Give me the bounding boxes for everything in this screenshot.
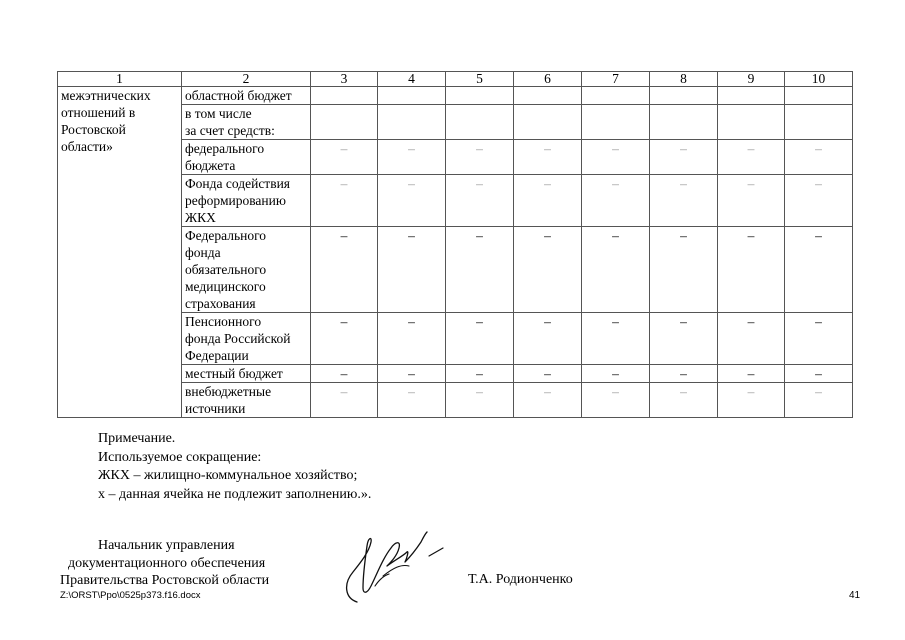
- source-label-line: фонда: [185, 245, 221, 260]
- dash-cell: –: [514, 175, 582, 227]
- col-header: 2: [182, 72, 311, 87]
- empty-cell: [582, 105, 650, 140]
- source-label-line: областной бюджет: [185, 88, 292, 103]
- dash-cell: –: [378, 313, 446, 365]
- empty-cell: [650, 105, 718, 140]
- dash-cell: –: [718, 140, 785, 175]
- source-label-line: внебюджетные: [185, 384, 272, 399]
- dash-cell: –: [785, 383, 853, 418]
- program-name-line: межэтнических: [61, 88, 151, 103]
- dash-cell: –: [311, 227, 378, 313]
- dash-cell: –: [446, 227, 514, 313]
- dash-cell: –: [582, 313, 650, 365]
- footnote-line: ЖКХ – жилищно-коммунальное хозяйство;: [98, 468, 358, 483]
- source-label-line: источники: [185, 401, 246, 416]
- dash-cell: –: [446, 383, 514, 418]
- signer-position-line: Начальник управления: [98, 538, 235, 553]
- dash-cell: –: [446, 175, 514, 227]
- col-header: 5: [446, 72, 514, 87]
- empty-cell: [514, 87, 582, 105]
- header-row: [58, 72, 853, 87]
- col-header: 3: [311, 72, 378, 87]
- source-label-cell: [182, 105, 311, 140]
- table-row: [58, 87, 853, 105]
- source-label-line: реформированию: [185, 193, 286, 208]
- col-header: 4: [378, 72, 446, 87]
- source-label-line: Пенсионного: [185, 314, 262, 329]
- dash-cell: –: [311, 313, 378, 365]
- empty-cell: [718, 87, 785, 105]
- dash-cell: –: [582, 365, 650, 383]
- file-path: Z:\ORST\Ppo\0525p373.f16.docx: [60, 590, 201, 601]
- source-label-line: страхования: [185, 296, 256, 311]
- empty-cell: [446, 105, 514, 140]
- source-label-cell: [182, 227, 311, 313]
- source-label-line: федерального: [185, 141, 265, 156]
- dash-cell: –: [378, 140, 446, 175]
- dash-cell: –: [718, 175, 785, 227]
- footnote: [98, 430, 371, 504]
- dash-cell: –: [650, 313, 718, 365]
- source-label-line: за счет средств:: [185, 123, 275, 138]
- dash-cell: –: [378, 227, 446, 313]
- page-number: 41: [849, 590, 861, 601]
- source-label-line: Федерации: [185, 348, 249, 363]
- dash-cell: –: [785, 140, 853, 175]
- program-name-line: отношений в: [61, 105, 136, 120]
- col-header: 10: [785, 72, 853, 87]
- dash-cell: –: [378, 383, 446, 418]
- source-label-line: Федерального: [185, 228, 267, 243]
- source-label-line: обязательного: [185, 262, 267, 277]
- source-label-cell: [182, 383, 311, 418]
- budget-table: [57, 71, 853, 418]
- source-label-line: фонда Российской: [185, 331, 291, 346]
- source-label-line: Фонда содействия: [185, 176, 291, 191]
- footnote-line: х – данная ячейка не подлежит заполнению.».: [98, 486, 372, 502]
- empty-cell: [378, 105, 446, 140]
- dash-cell: –: [446, 140, 514, 175]
- signer-position-line: Правительства Ростовской области: [60, 573, 270, 588]
- source-label-line: бюджета: [185, 158, 236, 173]
- source-label-cell: [182, 175, 311, 227]
- empty-cell: [311, 87, 378, 105]
- dash-cell: –: [582, 175, 650, 227]
- dash-cell: –: [650, 227, 718, 313]
- dash-cell: –: [378, 175, 446, 227]
- dash-cell: –: [514, 227, 582, 313]
- source-label-line: в том числе: [185, 106, 252, 121]
- dash-cell: –: [311, 140, 378, 175]
- footnote-line: Используемое сокращение:: [98, 449, 262, 465]
- footnote-title: Примечание.: [98, 431, 176, 446]
- empty-cell: [650, 87, 718, 105]
- empty-cell: [378, 87, 446, 105]
- empty-cell: [785, 87, 853, 105]
- dash-cell: –: [718, 227, 785, 313]
- source-label-cell: [182, 87, 311, 105]
- program-name-line: области»: [61, 139, 113, 154]
- col-header: 1: [58, 72, 182, 87]
- empty-cell: [718, 105, 785, 140]
- dash-cell: –: [785, 365, 853, 383]
- empty-cell: [311, 105, 378, 140]
- source-label-line: ЖКХ: [185, 210, 216, 225]
- dash-cell: –: [514, 313, 582, 365]
- dash-cell: –: [446, 365, 514, 383]
- dash-cell: –: [514, 140, 582, 175]
- dash-cell: –: [718, 365, 785, 383]
- dash-cell: –: [446, 313, 514, 365]
- program-name-cell: [58, 87, 182, 418]
- source-label-cell: [182, 313, 311, 365]
- empty-cell: [514, 105, 582, 140]
- dash-cell: –: [582, 383, 650, 418]
- signer-position-line: документационного обеспечения: [68, 556, 266, 571]
- dash-cell: –: [785, 313, 853, 365]
- source-label-line: медицинского: [185, 279, 266, 294]
- dash-cell: –: [650, 383, 718, 418]
- dash-cell: –: [650, 365, 718, 383]
- col-header: 8: [650, 72, 718, 87]
- source-label-line: местный бюджет: [185, 366, 283, 381]
- col-header: 6: [514, 72, 582, 87]
- dash-cell: –: [378, 365, 446, 383]
- dash-cell: –: [311, 175, 378, 227]
- signer-name: Т.А. Родионченко: [468, 572, 573, 587]
- col-header: 7: [582, 72, 650, 87]
- dash-cell: –: [514, 365, 582, 383]
- dash-cell: –: [311, 383, 378, 418]
- dash-cell: –: [650, 140, 718, 175]
- dash-cell: –: [582, 227, 650, 313]
- source-label-cell: [182, 365, 311, 383]
- dash-cell: –: [718, 313, 785, 365]
- empty-cell: [582, 87, 650, 105]
- dash-cell: –: [785, 227, 853, 313]
- empty-cell: [446, 87, 514, 105]
- dash-cell: –: [785, 175, 853, 227]
- program-name-line: Ростовской: [61, 122, 126, 137]
- dash-cell: –: [718, 383, 785, 418]
- empty-cell: [785, 105, 853, 140]
- handwritten-signature: [335, 528, 455, 606]
- dash-cell: –: [582, 140, 650, 175]
- dash-cell: –: [311, 365, 378, 383]
- dash-cell: –: [650, 175, 718, 227]
- source-label-cell: [182, 140, 311, 175]
- col-header: 9: [718, 72, 785, 87]
- dash-cell: –: [514, 383, 582, 418]
